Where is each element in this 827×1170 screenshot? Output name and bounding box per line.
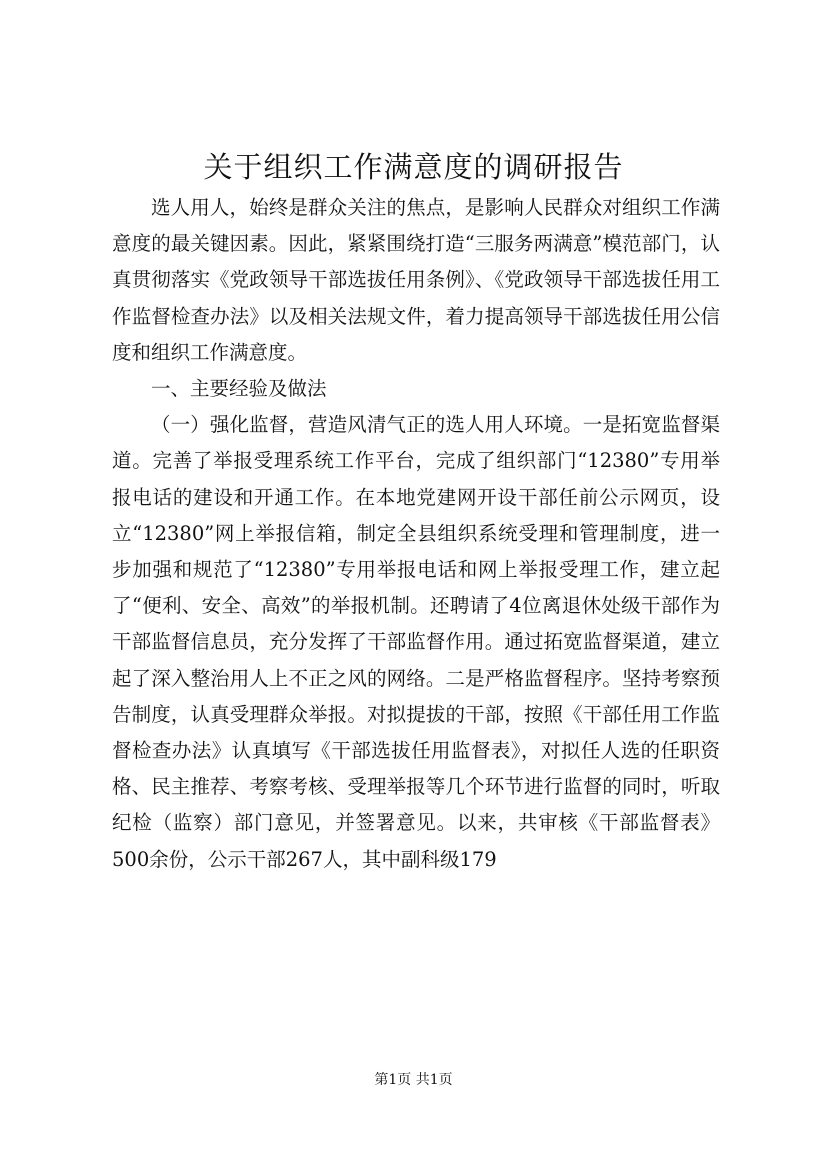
paragraph-intro: 选人用人，始终是群众关注的焦点，是影响人民群众对组织工作满意度的最关键因素。因此，紧紧围绕打造“三服务两满意”模范部门，认真贯彻落实《党政领导干部选拔任用条例》、《党政领导干部选拔任用工作监督检查办法》以及相关法规文件，着力提高领导干部选拔任用公信度和组织工作满意度。 [112, 196, 720, 364]
paragraph-supervision: （一）强化监督，营造风清气正的选人用人环境。一是拓宽监督渠道。完善了举报受理系统工作平台，完成了组织部门“12380”专用举报电话的建设和开通工作。在本地党建网开设干部任前公示网页，设立“12380”网上举报信箱，制定全县组织系统受理和管理制度，进一步加强和规范了“12380”专用举报电话和网上举报受理工作，建立起了“便利、安全、高效”的举报机制。还聘请了4位离退休处级干部作为干部监督信息员，充分发挥了干部监督作用。通过拓宽监督渠道，建立起了深入整治用人上不正之风的网络。二是严格监督程序。坚持考察预告制度，认真受理群众举报。对拟提拔的干部，按照《干部任用工作监督检查办法》认真填写《干部选拔任用监督表》，对拟任人选的任职资格、民主推荐、考察考核、受理举报等几个环节进行监督的同时，听取纪检（监察）部门意见，并签署意见。以来，共审核《干部监督表》500余份，公示干部267人，其中副科级179 [112, 413, 720, 871]
page-footer: 第1页 共1页 [374, 1072, 453, 1088]
document-body [112, 190, 720, 878]
section-heading: 一、主要经验及做法 [151, 377, 327, 401]
document-title: 关于组织工作满意度的调研报告 [203, 150, 624, 184]
